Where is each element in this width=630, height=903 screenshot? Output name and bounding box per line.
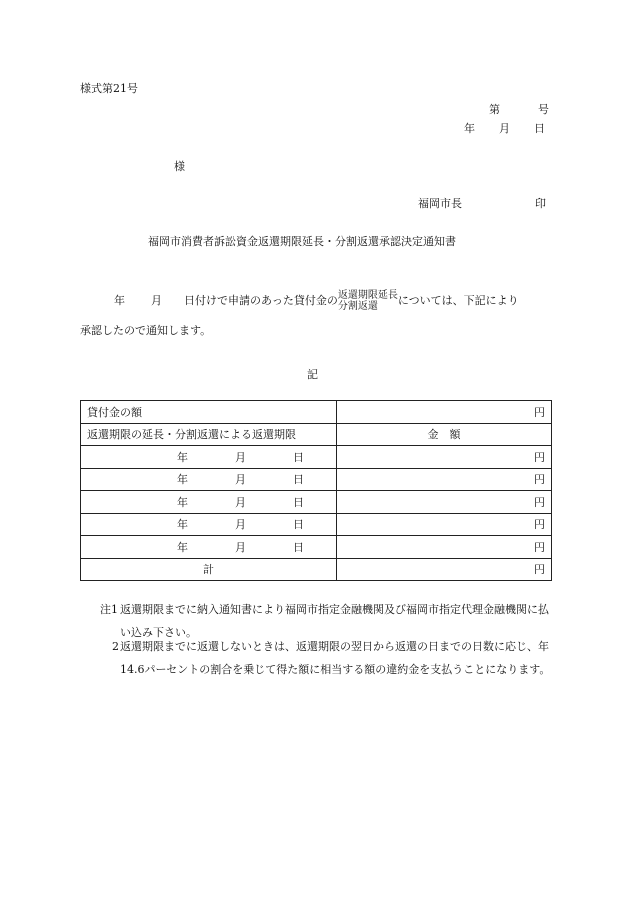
table-row <box>81 536 552 559</box>
loan-amount-yen: 円 <box>337 401 552 424</box>
row-yen: 円 <box>337 491 552 514</box>
date-year: 年 <box>464 122 475 135</box>
table-row <box>81 513 552 536</box>
table-row <box>81 491 552 514</box>
date-day: 日 <box>534 122 545 135</box>
form-number: 様式第21号 <box>80 82 138 95</box>
option-extension: 返還期限延長 <box>337 290 398 301</box>
repayment-deadline-label: 返還期限の延長・分割返還による返還期限 <box>81 423 337 446</box>
row-year: 年 <box>177 518 188 532</box>
row-day: 日 <box>293 540 304 554</box>
body-month: 月 <box>151 294 162 307</box>
row-month: 月 <box>235 540 246 554</box>
table-row <box>81 401 552 424</box>
row-year: 年 <box>177 450 188 464</box>
total-yen: 円 <box>337 558 552 581</box>
note-2-text: 返還期限までに返還しないときは、返還期限の翌日から返還の日までの日数に応じ、年14.6パーセントの割合を乗じて得た額に相当する額の違約金を支払うことになります。 <box>120 640 551 676</box>
row-month: 月 <box>235 450 246 464</box>
row-month: 月 <box>235 495 246 509</box>
issuer-name: 福岡市長 <box>418 197 462 210</box>
row-day: 日 <box>293 450 304 464</box>
body-paragraph-line1 <box>80 286 519 316</box>
row-yen: 円 <box>337 446 552 469</box>
row-month: 月 <box>235 473 246 487</box>
loan-table <box>80 400 552 581</box>
table-row <box>81 468 552 491</box>
loan-amount-label: 貸付金の額 <box>81 401 337 424</box>
note-2 <box>100 635 552 681</box>
table-row <box>81 446 552 469</box>
option-installment: 分割返還 <box>337 301 378 312</box>
row-year: 年 <box>177 495 188 509</box>
document-number <box>489 101 549 117</box>
row-yen: 円 <box>337 536 552 559</box>
row-yen: 円 <box>337 468 552 491</box>
ki-heading: 記 <box>307 368 318 381</box>
body-paragraph-line2: 承認したので通知します。 <box>80 324 212 337</box>
row-yen: 円 <box>337 513 552 536</box>
note-1-text: 返還期限までに納入通知書により福岡市指定金融機関及び福岡市指定代理金融機関に払い込み下さい。 <box>120 603 549 639</box>
note-2-label: 2 <box>112 640 119 653</box>
row-year: 年 <box>177 540 188 554</box>
issue-date <box>464 120 545 136</box>
row-month: 月 <box>235 518 246 532</box>
amount-header: 金 額 <box>337 423 552 446</box>
body-text-after: については、下記により <box>397 294 519 307</box>
document-title: 福岡市消費者訴訟資金返還期限延長・分割返還承認決定通知書 <box>148 235 456 248</box>
option-stack <box>338 290 398 312</box>
row-day: 日 <box>293 495 304 509</box>
row-day: 日 <box>293 518 304 532</box>
doc-no-suffix: 号 <box>538 103 549 116</box>
total-label: 計 <box>81 558 337 581</box>
row-day: 日 <box>293 473 304 487</box>
body-text-before: 日付けで申請のあった貸付金の <box>184 294 338 307</box>
date-month: 月 <box>499 122 510 135</box>
row-year: 年 <box>177 473 188 487</box>
doc-no-prefix: 第 <box>489 103 500 116</box>
addressee: 様 <box>174 160 185 173</box>
issuer-seal: 印 <box>535 197 546 210</box>
note-1-label: 注1 <box>100 603 118 616</box>
body-year: 年 <box>114 294 125 307</box>
table-row <box>81 558 552 581</box>
table-row <box>81 423 552 446</box>
